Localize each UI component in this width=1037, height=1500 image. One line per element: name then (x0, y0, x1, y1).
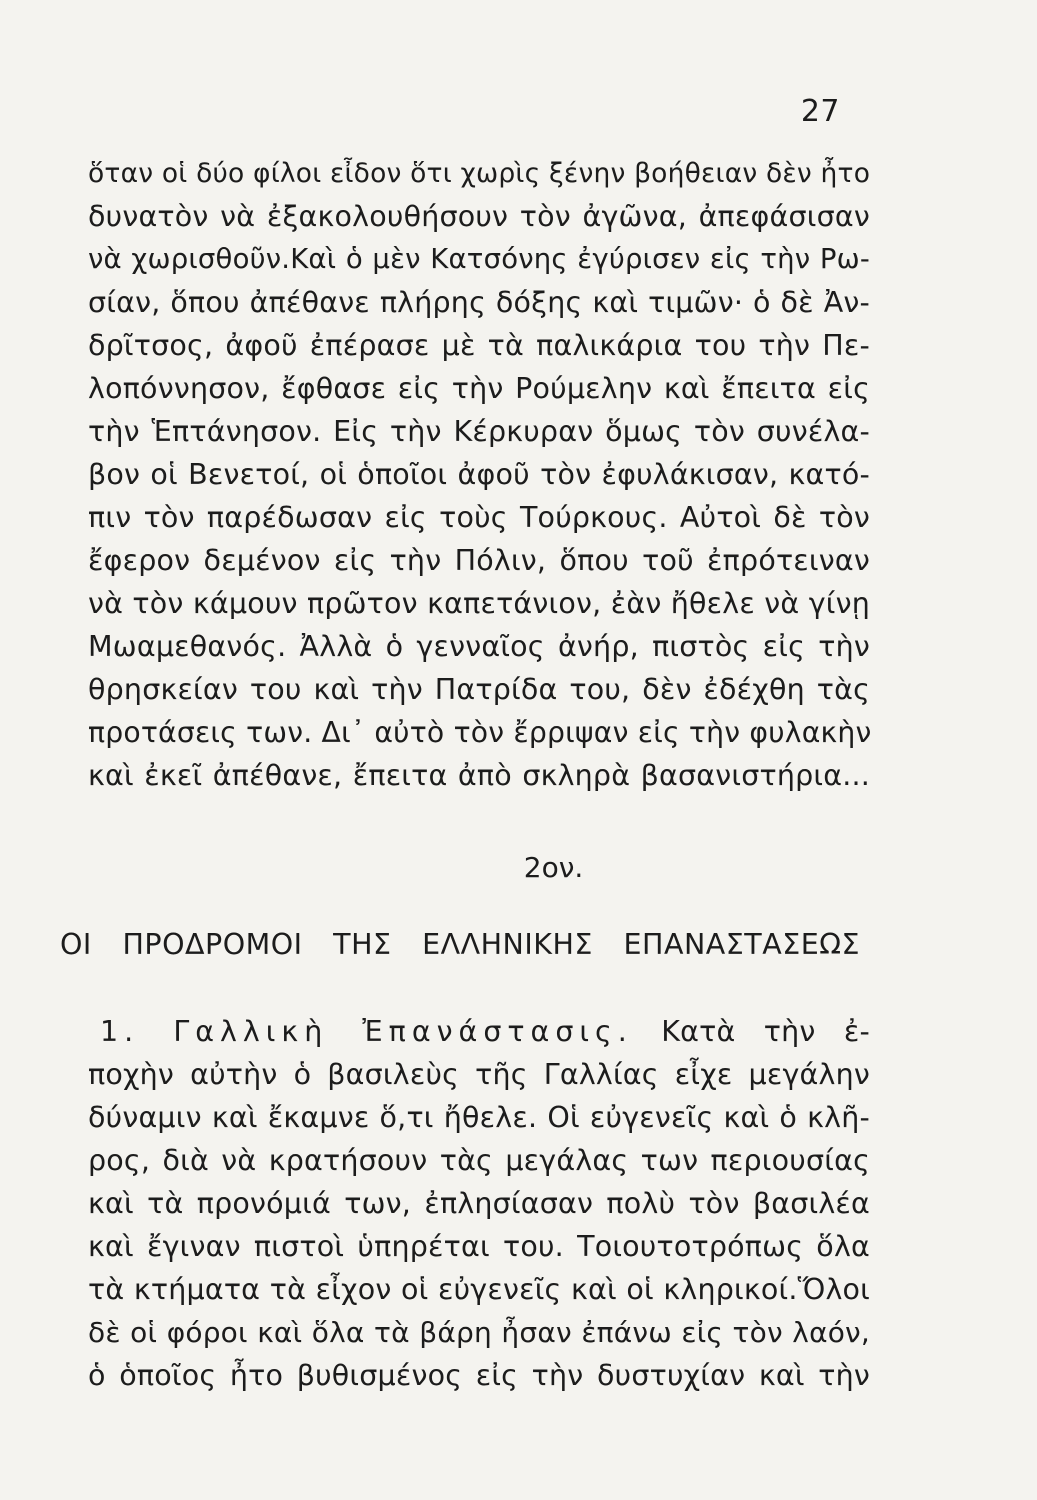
text-line: ὁ ὁποῖος ἦτο βυθισμένος εἰς τὴν δυστυχίαν καὶ τὴν (88, 1359, 870, 1392)
text-line: ἔφερον δεμένον εἰς τὴν Πόλιν, ὅπου τοῦ ἐπρότειναν (88, 544, 870, 577)
text-line: νὰ χωρισθοῦν.Καὶ ὁ μὲν Κατσόνης ἐγύρισεν εἰς τὴν Ρω- (88, 243, 870, 275)
text-line: δρῖτσος, ἀφοῦ ἐπέρασε μὲ τὰ παλικάρια του τὴν Πε- (88, 329, 870, 362)
text-line: προτάσεις των. Δι᾽ αὐτὸ τὸν ἔρριψαν εἰς τὴν φυλακὴν (88, 716, 872, 749)
text-line: ρος, διὰ νὰ κρατήσουν τὰς μεγάλας των περιουσίας (88, 1144, 870, 1177)
text-line: σίαν, ὅπου ἀπέθανε πλήρης δόξης καὶ τιμῶν· ὁ δὲ Ἀν- (88, 286, 870, 319)
text-line: ποχὴν αὐτὴν ὁ βασιλεὺς τῆς Γαλλίας εἶχε μεγάλην (88, 1058, 870, 1091)
text-line: καὶ ἐκεῖ ἀπέθανε, ἔπειτα ἀπὸ σκληρὰ βασανιστήρια... (88, 759, 870, 792)
text-line: νὰ τὸν κάμουν πρῶτον καπετάνιον, ἐὰν ἤθελε νὰ γίνῃ (88, 587, 870, 620)
text-line: λοπόννησον, ἔφθασε εἰς τὴν Ρούμελην καὶ ἔπειτα εἰς (88, 372, 870, 405)
text-line: καὶ ἔγιναν πιστοὶ ὑπηρέται του. Τοιουτοτρόπως ὅλα (88, 1230, 870, 1263)
section-number: 2ον. (523, 851, 584, 884)
text-line-rest: Κατὰ τὴν ἐ- (661, 1015, 870, 1048)
paragraph-french-revolution (88, 1010, 870, 1397)
text-line: ὅταν οἱ δύο φίλοι εἶδον ὅτι χωρὶς ξένην βοήθειαν δὲν ἦτο (88, 158, 871, 189)
text-line: Μωαμεθανός. Ἀλλὰ ὁ γενναῖος ἀνήρ, πιστὸς εἰς τὴν (88, 630, 870, 663)
paragraph-continuation (88, 152, 870, 797)
text-line: τὰ κτήματα τὰ εἶχον οἱ εὐγενεῖς καὶ οἱ κληρικοί.Ὅλοι (88, 1273, 870, 1306)
text-line: τὴν Ἑπτάνησον. Εἰς τὴν Κέρκυραν ὅμως τὸν συνέλα- (88, 415, 870, 448)
text-line: δυνατὸν νὰ ἐξακολουθήσουν τὸν ἀγῶνα, ἀπεφάσισαν (88, 200, 870, 233)
text-line: βον οἱ Βενετοί, οἱ ὁποῖοι ἀφοῦ τὸν ἐφυλάκισαν, κατό- (88, 458, 870, 491)
page-number: 27 (800, 94, 840, 129)
text-line: δὲ οἱ φόροι καὶ ὅλα τὰ βάρη ἦσαν ἐπάνω εἰς τὸν λαόν, (88, 1316, 870, 1349)
text-line-first (88, 1010, 870, 1053)
subsection-heading: 1. Γαλλικὴ Ἐπανάστασις. (100, 1015, 633, 1048)
section-title: ΟΙ ΠΡΟΔΡΟΜΟΙ ΤΗΣ ΕΛΛΗΝΙΚΗΣ ΕΠΑΝΑΣΤΑΣΕΩΣ (60, 928, 860, 961)
text-line: καὶ τὰ προνόμιά των, ἐπλησίασαν πολὺ τὸν βασιλέα (88, 1187, 870, 1220)
text-line: θρησκείαν του καὶ τὴν Πατρίδα του, δὲν ἐδέχθη τὰς (88, 673, 870, 706)
text-line: δύναμιν καὶ ἔκαμνε ὅ,τι ἤθελε. Οἱ εὐγενεῖς καὶ ὁ κλῆ- (88, 1101, 870, 1134)
text-line: πιν τὸν παρέδωσαν εἰς τοὺς Τούρκους. Αὐτοὶ δὲ τὸν (88, 501, 870, 534)
